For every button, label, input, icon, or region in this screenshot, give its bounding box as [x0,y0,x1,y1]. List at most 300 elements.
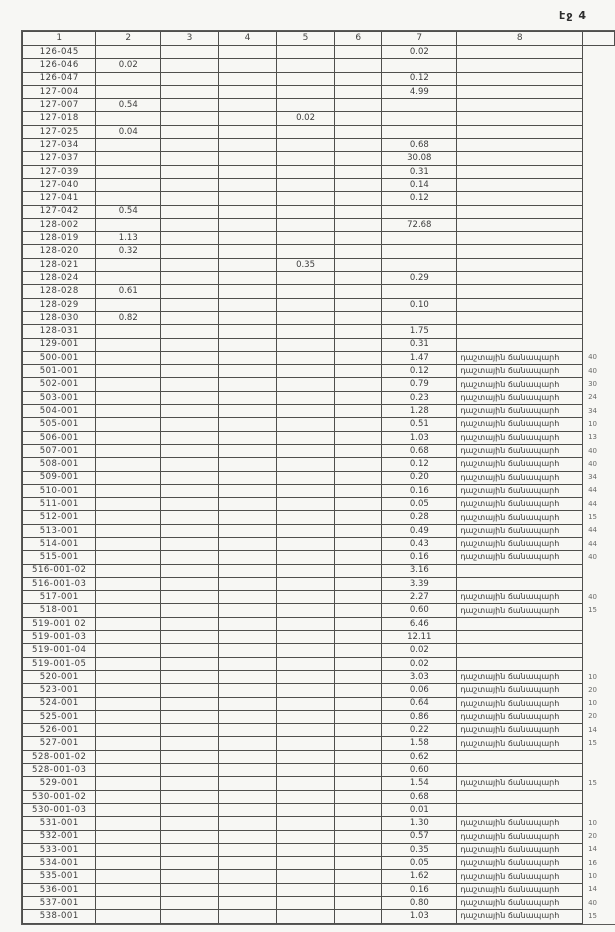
value-col7-cell: 0.51 [382,418,457,431]
table-row [23,325,615,338]
value-col3-cell [161,311,219,324]
value-col4-cell [218,46,276,59]
value-col4-cell [218,724,276,737]
value-col3-cell [161,498,219,511]
value-col6-cell [335,85,382,98]
land-use-cell: դաշտային ճանապարհ [457,444,583,457]
land-use-cell: դաշտային ճանապարհ [457,471,583,484]
table-row [23,365,615,378]
value-col6-cell [335,125,382,138]
value-col7-cell: 72.68 [382,218,457,231]
value-col4-cell [218,232,276,245]
value-col3-cell [161,524,219,537]
land-use-cell [457,577,583,590]
value-col7-cell: 0.12 [382,192,457,205]
table-header-row [23,32,615,46]
value-col5-cell [276,325,334,338]
value-col3-cell [161,245,219,258]
value-col7-cell: 0.02 [382,657,457,670]
land-use-cell [457,617,583,630]
margin-note: 10 [588,872,597,881]
value-col5-cell [276,710,334,723]
value-col7-cell: 0.68 [382,444,457,457]
table-row [23,112,615,125]
land-use-cell: դաշտային ճանապարհ [457,870,583,883]
land-use-cell: դաշտային ճանապարհ [457,551,583,564]
margin-note [583,577,615,590]
value-col4-cell [218,351,276,364]
value-col4-cell [218,604,276,617]
parcel-code-cell: 502-001 [23,378,96,391]
land-use-cell: դաշտային ճանապարհ [457,910,583,923]
parcel-code-cell: 538-001 [23,910,96,923]
parcel-code-cell: 529-001 [23,777,96,790]
value-col3-cell [161,405,219,418]
table-row [23,72,615,85]
value-col5-cell [276,843,334,856]
land-use-cell: դաշտային ճանապարհ [457,830,583,843]
table-row [23,245,615,258]
value-col2-cell [96,431,161,444]
value-col2-cell [96,591,161,604]
parcel-code-cell: 519-001 02 [23,617,96,630]
value-col7-cell: 1.03 [382,910,457,923]
value-col5-cell [276,245,334,258]
value-col3-cell [161,471,219,484]
value-col4-cell [218,431,276,444]
value-col3-cell [161,697,219,710]
table-row [23,670,615,683]
value-col6-cell [335,617,382,630]
value-col4-cell [218,85,276,98]
land-use-cell [457,245,583,258]
margin-note: 15 [588,739,597,748]
value-col2-cell [96,511,161,524]
land-use-cell [457,644,583,657]
value-col5-cell [276,604,334,617]
value-col2-cell [96,817,161,830]
value-col5-cell [276,524,334,537]
land-use-cell: դաշտային ճանապարհ [457,498,583,511]
value-col7-cell: 1.62 [382,870,457,883]
margin-note [583,644,615,657]
value-col7-cell: 30.08 [382,152,457,165]
value-col7-cell: 1.03 [382,431,457,444]
value-col3-cell [161,631,219,644]
value-col3-cell [161,724,219,737]
value-col3-cell [161,511,219,524]
parcel-code-cell: 126-045 [23,46,96,59]
value-col4-cell [218,803,276,816]
parcel-code-cell: 128-021 [23,258,96,271]
value-col7-cell: 0.86 [382,710,457,723]
land-use-cell [457,46,583,59]
margin-note: 40 [588,552,597,561]
value-col6-cell [335,444,382,457]
value-col4-cell [218,617,276,630]
margin-note: 34 [588,473,597,482]
value-col7-cell: 0.23 [382,391,457,404]
table-row [23,205,615,218]
land-use-cell: դաշտային ճանապարհ [457,604,583,617]
value-col2-cell [96,378,161,391]
value-col6-cell [335,657,382,670]
value-col7-cell: 0.01 [382,803,457,816]
value-col7-cell: 0.14 [382,178,457,191]
value-col2-cell [96,644,161,657]
value-col5-cell [276,737,334,750]
land-use-cell: դաշտային ճանապարհ [457,710,583,723]
value-col5-cell [276,444,334,457]
table-body [23,46,615,924]
land-use-cell: դաշտային ճանապարհ [457,777,583,790]
parcel-code-cell: 518-001 [23,604,96,617]
value-col4-cell [218,139,276,152]
value-col6-cell [335,325,382,338]
parcel-code-cell: 520-001 [23,670,96,683]
parcel-code-cell: 127-039 [23,165,96,178]
value-col2-cell [96,112,161,125]
value-col4-cell [218,631,276,644]
value-col4-cell [218,830,276,843]
value-col6-cell [335,272,382,285]
land-use-cell [457,85,583,98]
value-col4-cell [218,325,276,338]
value-col4-cell [218,285,276,298]
margin-note: 40 [588,898,597,907]
margin-note [583,125,615,138]
value-col4-cell [218,471,276,484]
land-use-cell: դաշտային ճանապարհ [457,484,583,497]
value-col3-cell [161,777,219,790]
land-use-cell: դաշտային ճանապարհ [457,365,583,378]
table-row [23,657,615,670]
margin-note: 15 [588,778,597,787]
land-use-cell [457,764,583,777]
value-col5-cell [276,85,334,98]
margin-note [583,245,615,258]
table-row [23,285,615,298]
parcel-code-cell: 519-001-05 [23,657,96,670]
value-col7-cell: 0.60 [382,764,457,777]
value-col6-cell [335,830,382,843]
value-col7-cell: 0.10 [382,298,457,311]
value-col6-cell [335,391,382,404]
value-col5-cell [276,830,334,843]
value-col7-cell: 12.11 [382,631,457,644]
value-col3-cell [161,325,219,338]
parcel-data-table [22,31,615,924]
parcel-code-cell: 503-001 [23,391,96,404]
land-use-cell [457,205,583,218]
value-col3-cell [161,152,219,165]
value-col4-cell [218,551,276,564]
value-col2-cell [96,843,161,856]
value-col4-cell [218,737,276,750]
value-col4-cell [218,897,276,910]
margin-note [583,564,615,577]
value-col7-cell: 0.49 [382,524,457,537]
value-col6-cell [335,112,382,125]
land-use-cell [457,165,583,178]
margin-note [583,617,615,630]
value-col5-cell [276,657,334,670]
value-col4-cell [218,192,276,205]
margin-note: 10 [588,699,597,708]
value-col3-cell [161,790,219,803]
parcel-code-cell: 517-001 [23,591,96,604]
parcel-code-cell: 507-001 [23,444,96,457]
value-col4-cell [218,591,276,604]
value-col3-cell [161,577,219,590]
value-col5-cell [276,431,334,444]
value-col4-cell [218,218,276,231]
land-use-cell: դաշտային ճանապարհ [457,697,583,710]
value-col7-cell [382,205,457,218]
value-col2-cell: 1.13 [96,232,161,245]
value-col6-cell [335,750,382,763]
margin-note: 34 [588,406,597,415]
value-col3-cell [161,484,219,497]
value-col5-cell: 0.02 [276,112,334,125]
value-col2-cell [96,883,161,896]
value-col4-cell [218,365,276,378]
margin-note [583,803,615,816]
margin-note: 14 [588,725,597,734]
parcel-code-cell: 533-001 [23,843,96,856]
value-col3-cell [161,418,219,431]
value-col2-cell [96,165,161,178]
value-col7-cell [382,285,457,298]
margin-note [583,657,615,670]
value-col3-cell [161,139,219,152]
value-col6-cell [335,537,382,550]
value-col7-cell: 0.80 [382,897,457,910]
land-use-cell [457,750,583,763]
value-col2-cell [96,764,161,777]
value-col2-cell: 0.61 [96,285,161,298]
value-col6-cell [335,803,382,816]
value-col4-cell [218,378,276,391]
page-number-label: էջ 4 [559,9,587,22]
land-use-cell [457,139,583,152]
margin-note: 40 [588,459,597,468]
value-col2-cell [96,537,161,550]
parcel-code-cell: 536-001 [23,883,96,896]
value-col5-cell [276,272,334,285]
value-col7-cell: 1.54 [382,777,457,790]
value-col6-cell [335,564,382,577]
margin-note: 44 [588,499,597,508]
value-col4-cell [218,857,276,870]
parcel-code-cell: 508-001 [23,458,96,471]
value-col4-cell [218,391,276,404]
parcel-code-cell: 534-001 [23,857,96,870]
parcel-code-cell: 528-001-03 [23,764,96,777]
value-col5-cell [276,803,334,816]
land-use-cell: դաշտային ճանապարհ [457,511,583,524]
table-row [23,537,615,550]
table-row [23,883,615,896]
value-col7-cell: 0.35 [382,843,457,856]
parcel-code-cell: 128-024 [23,272,96,285]
value-col6-cell [335,165,382,178]
value-col4-cell [218,338,276,351]
value-col6-cell [335,258,382,271]
value-col4-cell [218,577,276,590]
margin-note [583,112,615,125]
value-col6-cell [335,205,382,218]
parcel-code-cell: 519-001-03 [23,631,96,644]
value-col6-cell [335,577,382,590]
value-col6-cell [335,365,382,378]
value-col2-cell: 0.82 [96,311,161,324]
value-col4-cell [218,511,276,524]
parcel-code-cell: 509-001 [23,471,96,484]
land-use-cell [457,790,583,803]
margin-note: 44 [588,526,597,535]
value-col6-cell [335,843,382,856]
value-col5-cell [276,311,334,324]
column-header-4: 4 [218,32,276,46]
value-col6-cell [335,431,382,444]
value-col2-cell [96,218,161,231]
margin-note: 30 [588,380,597,389]
value-col5-cell [276,285,334,298]
value-col5-cell [276,551,334,564]
value-col2-cell: 0.04 [96,125,161,138]
value-col6-cell [335,737,382,750]
land-use-cell: դաշտային ճանապարհ [457,684,583,697]
margin-note: 13 [588,433,597,442]
margin-note [583,338,615,351]
value-col4-cell [218,524,276,537]
land-use-cell: դաշտային ճանապարհ [457,883,583,896]
value-col5-cell [276,684,334,697]
table-row [23,564,615,577]
margin-note: 24 [588,393,597,402]
parcel-code-cell: 505-001 [23,418,96,431]
table-row [23,498,615,511]
table-row [23,724,615,737]
value-col3-cell [161,910,219,923]
table-row [23,644,615,657]
land-use-cell: դաշտային ճանապարհ [457,843,583,856]
value-col2-cell [96,272,161,285]
table-row [23,830,615,843]
table-row [23,617,615,630]
value-col7-cell: 1.75 [382,325,457,338]
value-col4-cell [218,670,276,683]
land-use-cell: դաշտային ճանապարհ [457,857,583,870]
parcel-code-cell: 512-001 [23,511,96,524]
parcel-code-cell: 128-019 [23,232,96,245]
value-col3-cell [161,272,219,285]
value-col7-cell: 2.27 [382,591,457,604]
value-col5-cell [276,790,334,803]
value-col5-cell [276,577,334,590]
value-col3-cell [161,857,219,870]
value-col5-cell [276,139,334,152]
land-use-cell: դաշտային ճանապարհ [457,897,583,910]
margin-note [583,72,615,85]
parcel-code-cell: 127-007 [23,99,96,112]
value-col2-cell [96,551,161,564]
value-col4-cell [218,311,276,324]
parcel-code-cell: 513-001 [23,524,96,537]
value-col2-cell [96,405,161,418]
value-col7-cell: 0.22 [382,724,457,737]
table-row [23,139,615,152]
value-col4-cell [218,245,276,258]
value-col5-cell [276,405,334,418]
column-header-6: 6 [335,32,382,46]
value-col6-cell [335,764,382,777]
value-col5-cell [276,46,334,59]
margin-note: 20 [588,832,597,841]
value-col3-cell [161,192,219,205]
value-col4-cell [218,405,276,418]
value-col2-cell [96,192,161,205]
parcel-code-cell: 127-034 [23,139,96,152]
value-col7-cell: 3.03 [382,670,457,683]
table-row [23,405,615,418]
value-col4-cell [218,684,276,697]
value-col2-cell [96,737,161,750]
value-col7-cell: 0.05 [382,857,457,870]
value-col4-cell [218,644,276,657]
value-col5-cell [276,897,334,910]
margin-note [583,192,615,205]
value-col2-cell [96,498,161,511]
table-row [23,458,615,471]
value-col6-cell [335,684,382,697]
margin-note [583,218,615,231]
value-col6-cell [335,524,382,537]
value-col3-cell [161,551,219,564]
value-col7-cell [382,99,457,112]
value-col4-cell [218,418,276,431]
table-row [23,710,615,723]
margin-note: 10 [588,818,597,827]
value-col3-cell [161,870,219,883]
value-col6-cell [335,338,382,351]
value-col3-cell [161,897,219,910]
column-header-8: 8 [457,32,583,46]
value-col6-cell [335,670,382,683]
value-col6-cell [335,710,382,723]
value-col2-cell: 0.54 [96,205,161,218]
value-col2-cell [96,444,161,457]
value-col6-cell [335,378,382,391]
value-col7-cell: 1.30 [382,817,457,830]
table-row [23,391,615,404]
margin-spacer [583,32,615,46]
table-row [23,232,615,245]
value-col6-cell [335,551,382,564]
margin-note: 15 [588,911,597,920]
value-col4-cell [218,697,276,710]
table-row [23,272,615,285]
value-col3-cell [161,537,219,550]
value-col4-cell [218,764,276,777]
table-row [23,178,615,191]
table-row [23,152,615,165]
value-col4-cell [218,843,276,856]
value-col5-cell [276,59,334,72]
parcel-code-cell: 514-001 [23,537,96,550]
value-col3-cell [161,564,219,577]
